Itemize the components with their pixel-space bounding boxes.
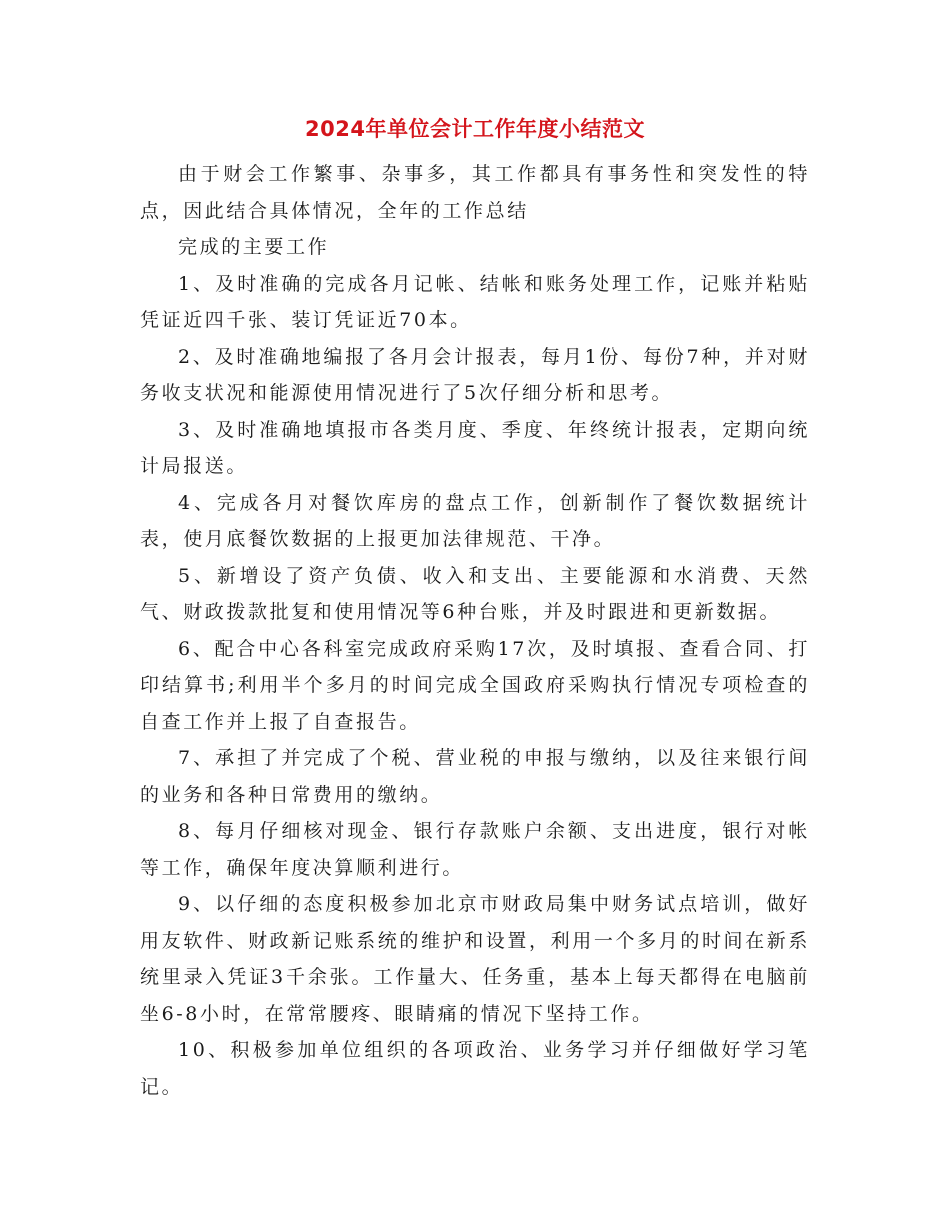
paragraph-item-8: 8、每月仔细核对现金、银行存款账户余额、支出进度，银行对帐等工作，确保年度决算顺利进行。 (140, 820, 810, 879)
paragraph-item-1: 1、及时准确的完成各月记帐、结帐和账务处理工作，记账并粘贴凭证近四千张、装订凭证近70本。 (140, 272, 810, 331)
document-body (140, 112, 810, 1105)
paragraph-item-6: 6、配合中心各科室完成政府采购17次，及时填报、查看合同、打印结算书;利用半个多月的时间完成全国政府采购执行情况专项检查的自查工作并上报了自查报告。 (140, 637, 810, 733)
document-title: 2024年单位会计工作年度小结范文 (305, 117, 645, 141)
paragraph-item-2: 2、及时准确地编报了各月会计报表，每月1份、每份7种，并对财务收支状况和能源使用情况进行了5次仔细分析和思考。 (140, 345, 810, 404)
paragraph-section-heading: 完成的主要工作 (178, 236, 330, 258)
paragraph-item-4: 4、完成各月对餐饮库房的盘点工作，创新制作了餐饮数据统计表，使月底餐饮数据的上报更加法律规范、干净。 (140, 491, 810, 550)
paragraph-intro: 由于财会工作繁事、杂事多，其工作都具有事务性和突发性的特点，因此结合具体情况，全年的工作总结 (140, 163, 810, 222)
paragraph-item-9: 9、以仔细的态度积极参加北京市财政局集中财务试点培训，做好用友软件、财政新记账系统的维护和设置，利用一个多月的时间在新系统里录入凭证3千余张。工作量大、任务重，基本上每天都得在电脑前坐6-8小时，在常常腰疼、眼睛痛的情况下坚持工作。 (140, 893, 810, 1025)
paragraph-item-7: 7、承担了并完成了个税、营业税的申报与缴纳，以及往来银行间的业务和各种日常费用的缴纳。 (140, 747, 810, 806)
paragraph-item-5: 5、新增设了资产负债、收入和支出、主要能源和水消费、天然气、财政拨款批复和使用情况等6种台账，并及时跟进和更新数据。 (140, 564, 810, 623)
paragraph-item-3: 3、及时准确地填报市各类月度、季度、年终统计报表，定期向统计局报送。 (140, 418, 810, 477)
paragraph-item-10: 10、积极参加单位组织的各项政治、业务学习并仔细做好学习笔记。 (140, 1039, 810, 1098)
